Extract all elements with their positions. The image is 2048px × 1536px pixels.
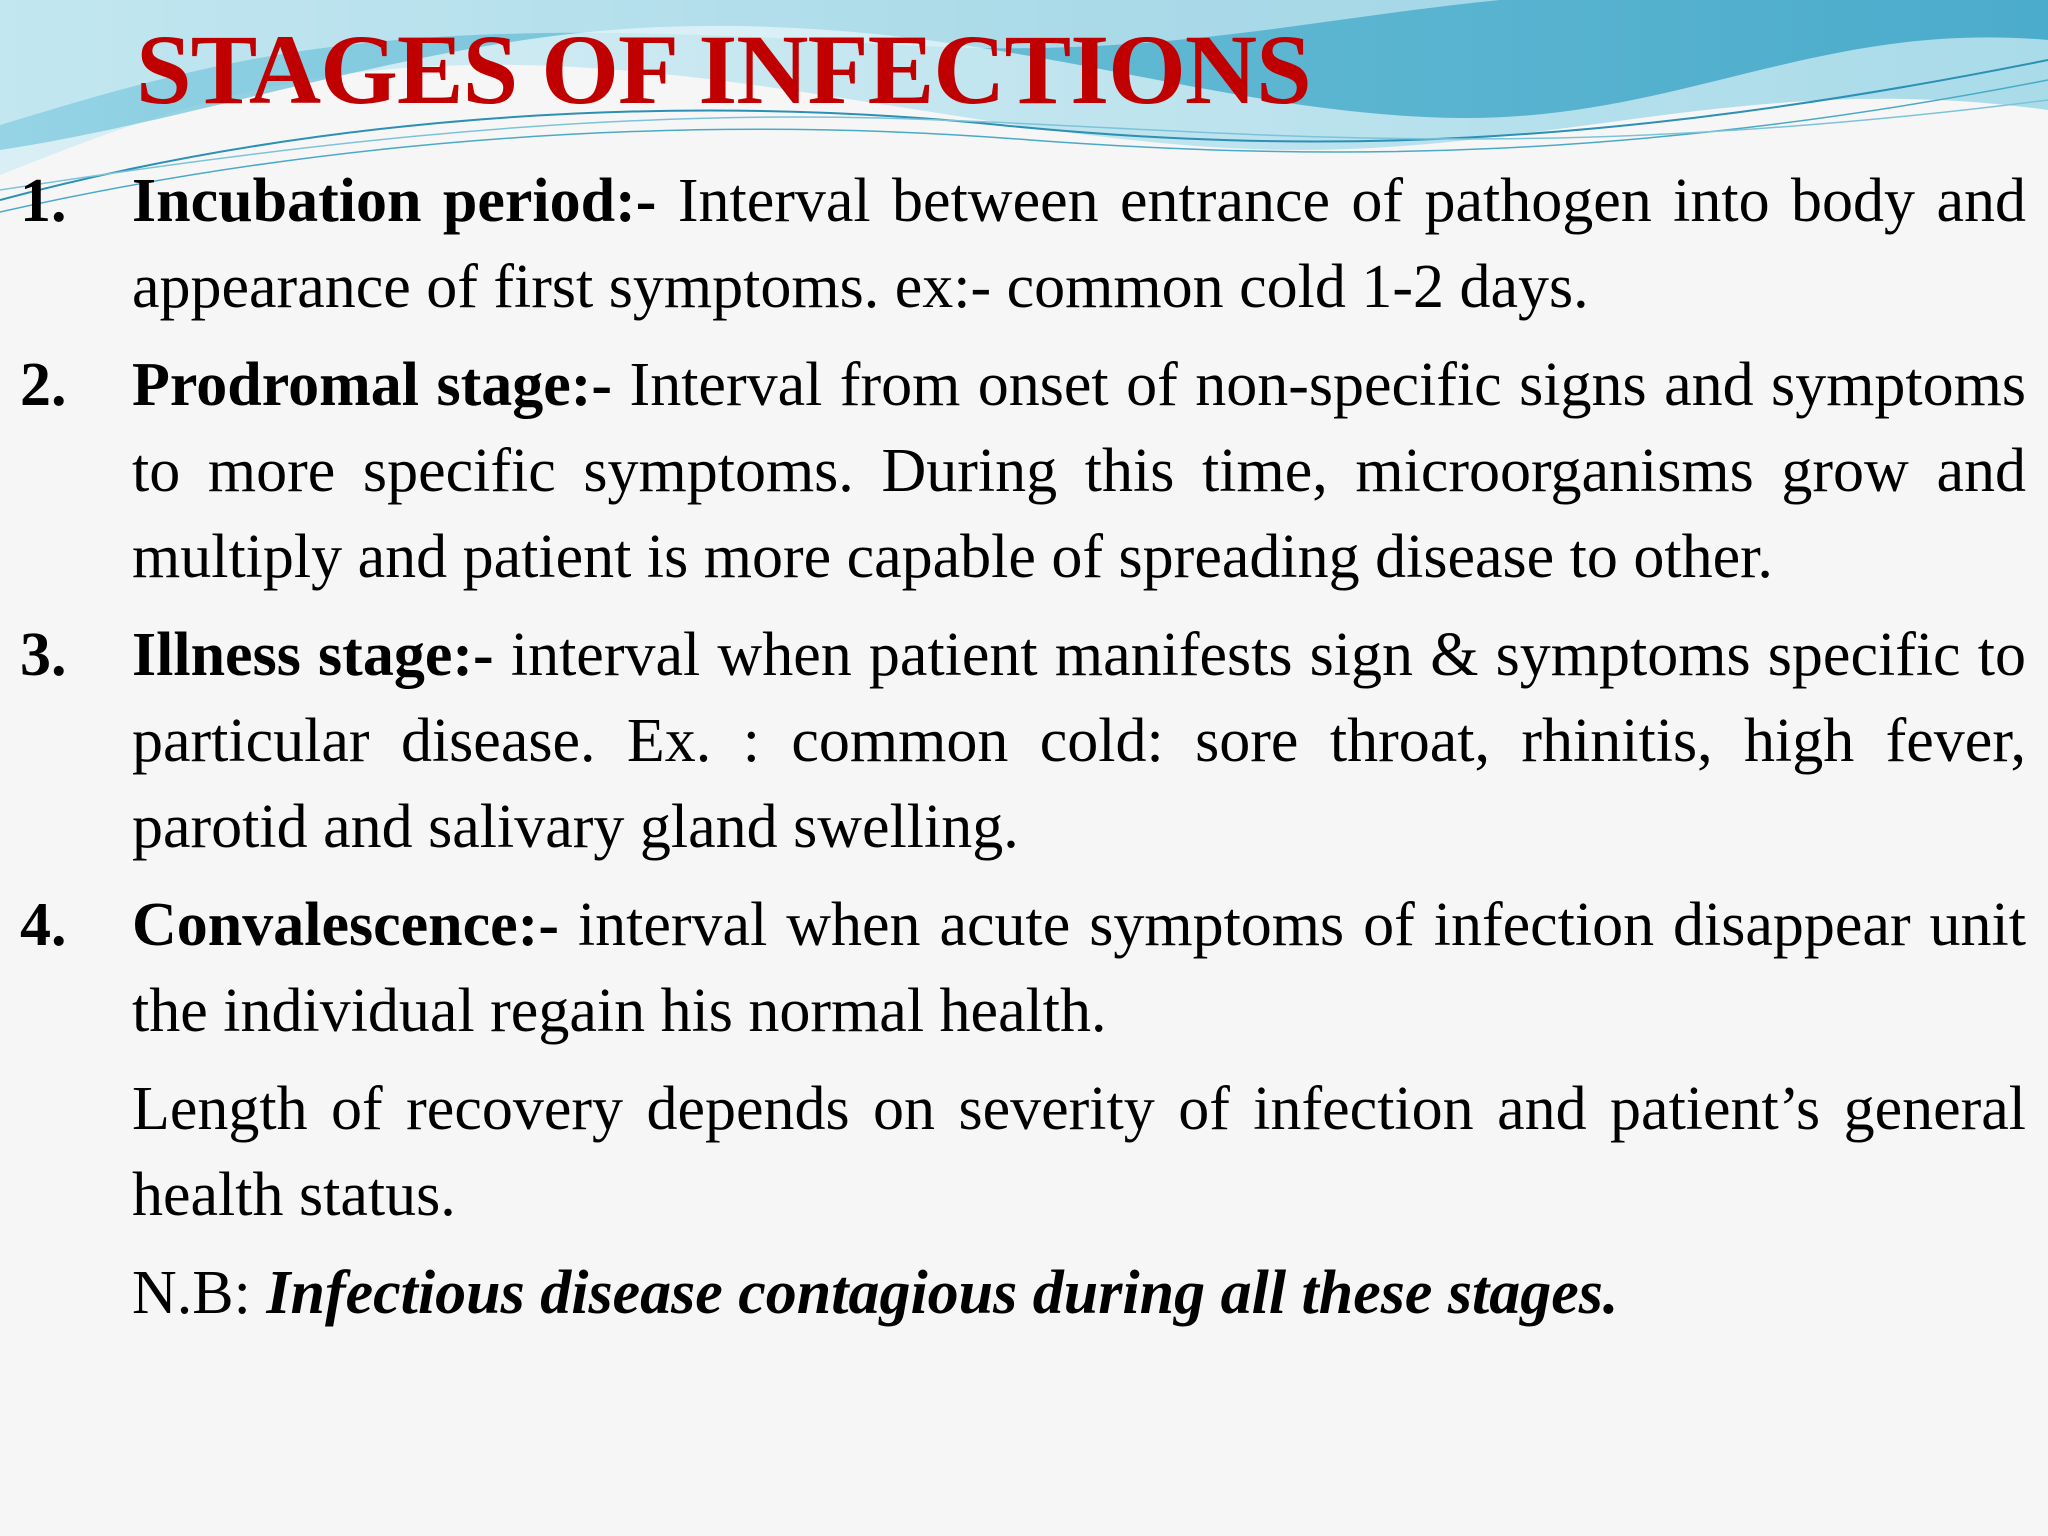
stage-item-incubation: [0, 158, 2048, 330]
stage-item-prodromal: [0, 342, 2048, 600]
stage-description: Interval between entrance of pathogen into body and appearance of first symptoms. ex:- common cold 1-2 days.: [132, 167, 2027, 321]
stage-term: Incubation period:-: [132, 167, 657, 235]
list-number: 1.: [20, 167, 67, 235]
page-title: STAGES OF INFECTIONS: [136, 14, 1311, 125]
stage-term: Illness stage:-: [132, 621, 494, 689]
stage-term: Prodromal stage:-: [132, 351, 613, 419]
nb-emphasis: Infectious disease contagious during all these stages.: [266, 1259, 1619, 1327]
stage-description: interval when acute symptoms of infection disappear unit the individual regain his normal health.: [132, 891, 2026, 1045]
recovery-note: Length of recovery depends on severity of infection and patient’s general health status.: [132, 1075, 2026, 1229]
stage-item-illness: [0, 612, 2048, 870]
stage-term: Convalescence:-: [132, 891, 559, 959]
nb-note: [0, 1250, 2048, 1336]
stages-list: [0, 158, 2048, 1348]
list-number: 3.: [20, 621, 67, 689]
list-number: 2.: [20, 351, 67, 419]
nb-label: N.B:: [132, 1259, 251, 1327]
list-number: 4.: [20, 891, 67, 959]
stage-description: Interval from onset of non-specific signs and symptoms to more specific symptoms. During this time, microorganisms grow and multiply and patient is more capable of spreading disease to other.: [132, 351, 2026, 591]
stage-item-convalescence: [0, 882, 2048, 1054]
stage-description: interval when patient manifests sign & symptoms specific to particular disease. Ex. : common cold: sore throat, rhinitis, high fever, parotid and salivary gland swelling.: [132, 621, 2027, 861]
